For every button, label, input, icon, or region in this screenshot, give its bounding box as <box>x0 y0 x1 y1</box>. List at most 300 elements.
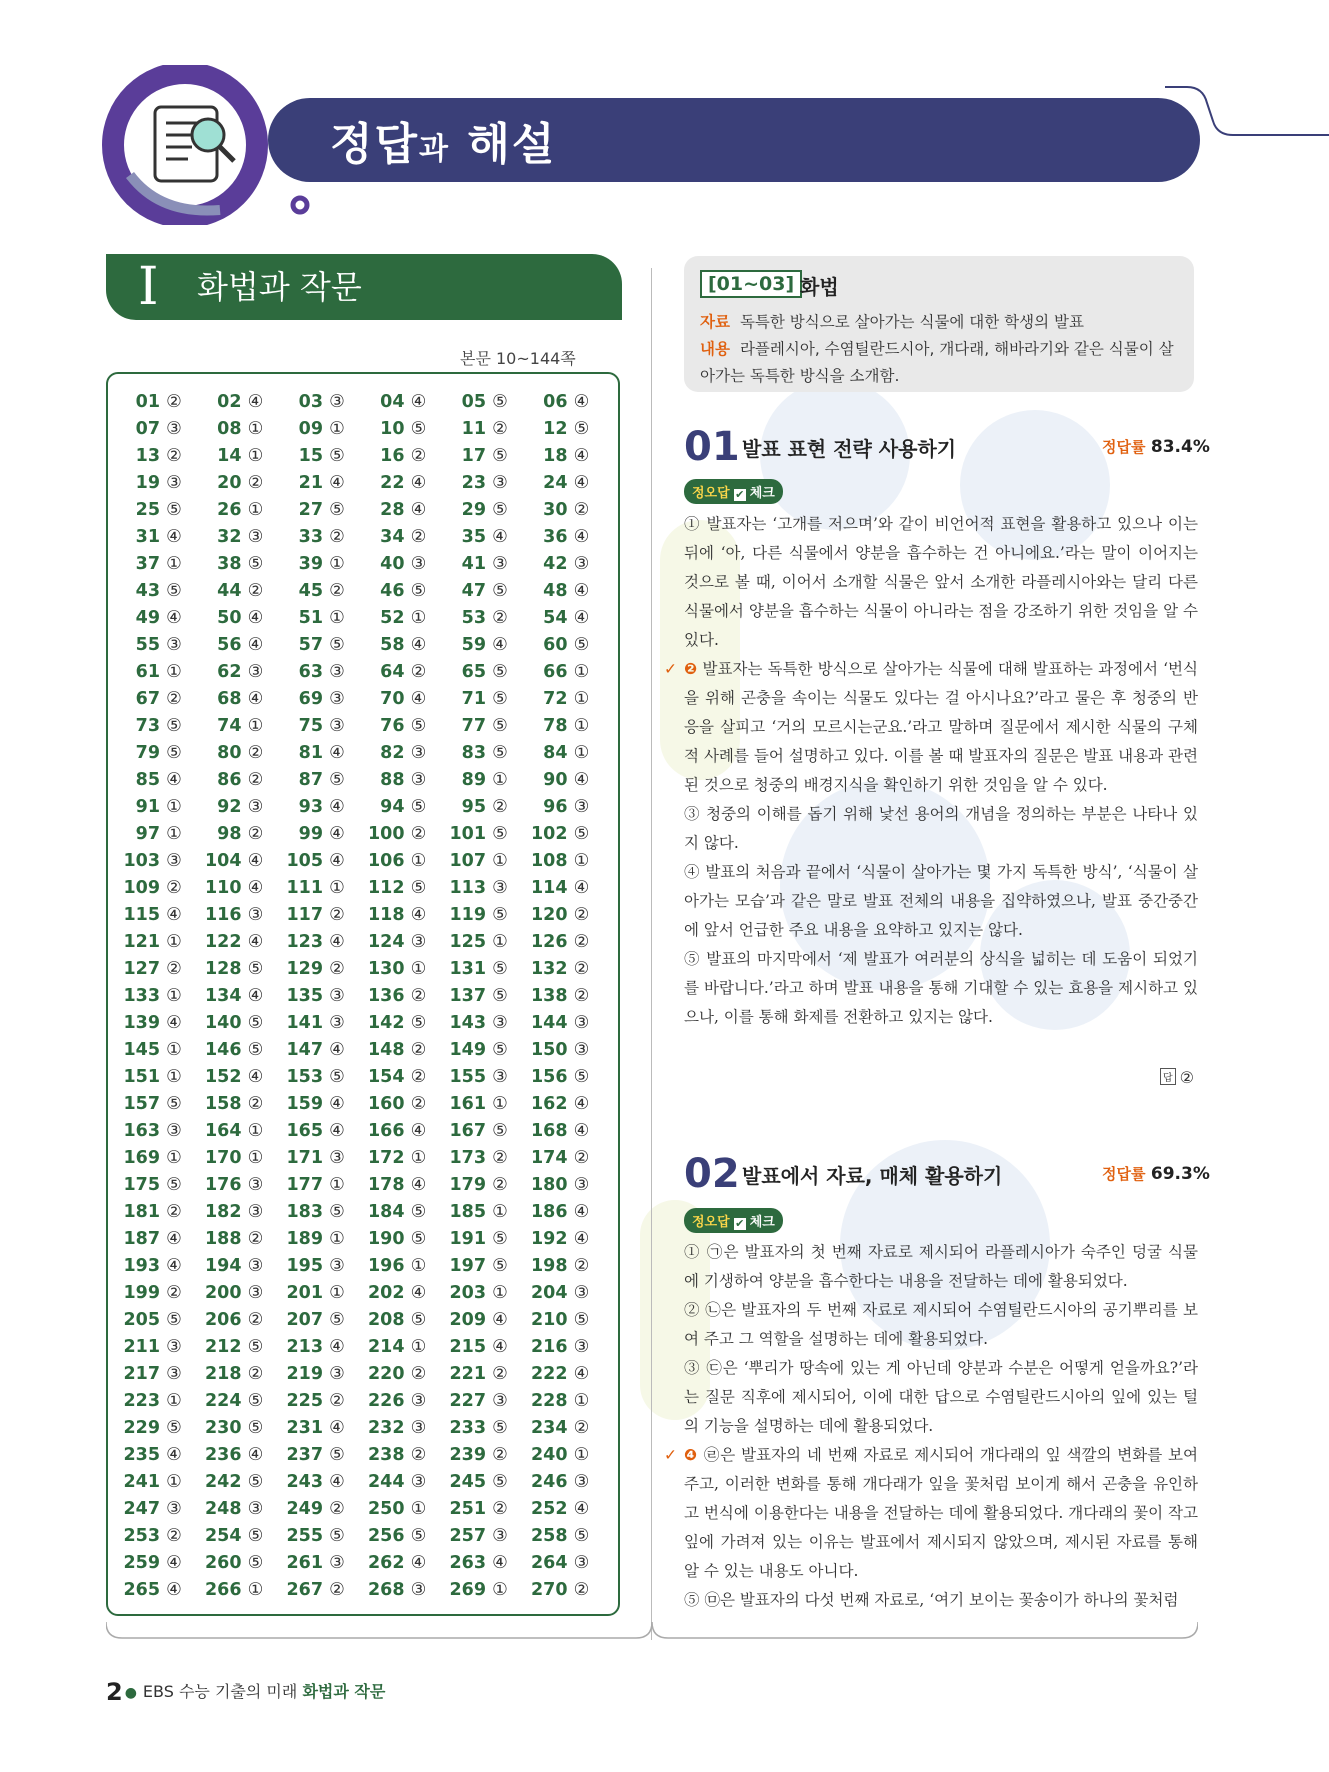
answer-cell <box>120 1418 202 1445</box>
answer-cell <box>528 1175 610 1202</box>
answer-choice: ⑤ <box>247 1040 264 1060</box>
explanation-text: 발표자는 독특한 방식으로 살아가는 식물에 대해 발표하는 과정에서 ‘번식을 위해 곤충을 속이는 식물도 있다는 걸 아시나요?’라고 물은 후 청중의 반응을 살피고 ‘거의 모르시는군요.’라고 말하며 질문에서 제시한 식물의 구체적 사례를 들어 설명하고 있다. 이를 볼 때 발표자의 질문은 발표 내용과 관련된 것으로 청중의 배경지식을 확인하기 위한 것임을 알 수 있다. <box>684 660 1198 794</box>
question-number: 164 <box>204 1121 242 1141</box>
answer-choice: ④ <box>329 1472 345 1492</box>
answer-choice: ④ <box>247 932 264 952</box>
question-number: 226 <box>367 1391 405 1411</box>
answer-cell <box>365 1229 447 1256</box>
question-number: 39 <box>298 554 323 574</box>
answer-cell <box>283 743 365 770</box>
answer-choice: ③ <box>573 797 590 817</box>
answer-check-badge: 정오답 ✔ 체크 <box>684 479 783 504</box>
answer-choice: ⑤ <box>410 878 427 898</box>
answer-cell <box>446 581 528 608</box>
answer-cell <box>365 662 447 689</box>
question-number: 50 <box>217 608 242 628</box>
question-number: 65 <box>461 662 486 682</box>
answer-choice: ④ <box>329 743 345 763</box>
answer-cell <box>120 1283 202 1310</box>
question-number: 147 <box>286 1040 323 1060</box>
answer-choice: ② <box>573 1256 590 1276</box>
answer-cell <box>446 1526 528 1553</box>
answer-choice: ③ <box>247 797 264 817</box>
publisher: EBS 수능 기출의 미래 <box>142 1682 298 1701</box>
question-number: 268 <box>367 1580 405 1600</box>
answer-choice: ③ <box>573 1283 590 1303</box>
question-number: 172 <box>367 1148 405 1168</box>
answer-cell <box>202 581 284 608</box>
answer-cell <box>528 1553 610 1580</box>
choice-number: ② <box>684 1301 700 1319</box>
question-number: 135 <box>286 986 323 1006</box>
answer-choice: ② <box>492 1175 508 1195</box>
answer-choice: ① <box>573 1391 590 1411</box>
answer-choice: ⑤ <box>329 500 345 520</box>
answer-cell <box>283 1094 365 1121</box>
answer-cell <box>202 446 284 473</box>
answer-cell <box>283 419 365 446</box>
question-number: 05 <box>461 392 486 412</box>
answer-check-badge: 정오답 ✔ 체크 <box>684 1208 783 1233</box>
answer-cell <box>202 689 284 716</box>
question-number: 158 <box>204 1094 242 1114</box>
bottom-rule <box>652 1622 1198 1642</box>
answer-cell <box>120 1094 202 1121</box>
answer-choice: ⑤ <box>329 1526 345 1546</box>
answer-cell <box>528 1499 610 1526</box>
answer-cell <box>283 1310 365 1337</box>
answer-cell <box>365 554 447 581</box>
answer-choice: ④ <box>329 1040 345 1060</box>
question-number: 82 <box>380 743 405 763</box>
question-number: 199 <box>123 1283 160 1303</box>
answer-cell <box>528 1364 610 1391</box>
question-number: 68 <box>217 689 242 709</box>
question-number: 111 <box>286 878 323 898</box>
answer-cell <box>202 1229 284 1256</box>
answer-cell <box>283 770 365 797</box>
question-number: 37 <box>135 554 160 574</box>
answer-choice: ③ <box>329 689 345 709</box>
question-number: 54 <box>543 608 568 628</box>
question-number: 88 <box>380 770 405 790</box>
answer-choice: ① <box>492 1283 508 1303</box>
answer-choice: ③ <box>410 770 427 790</box>
question-number: 78 <box>543 716 568 736</box>
answer-choice: ⑤ <box>492 1418 508 1438</box>
answer-choice: ④ <box>573 1202 590 1222</box>
answer-cell <box>283 1283 365 1310</box>
question-number: 187 <box>123 1229 160 1249</box>
answer-choice: ⑤ <box>410 1202 427 1222</box>
answer-choice: ③ <box>573 1040 590 1060</box>
answer-icon: 답 <box>1160 1068 1176 1085</box>
question-number: 227 <box>449 1391 486 1411</box>
question-number: 110 <box>204 878 242 898</box>
answer-choice: ⑤ <box>329 1067 345 1087</box>
correct-rate: 정답률 83.4% <box>1102 437 1210 457</box>
answer-choice: ③ <box>410 1580 427 1600</box>
answer-choice: ④ <box>492 527 508 547</box>
answer-cell <box>202 851 284 878</box>
answer-choice: ④ <box>410 473 427 493</box>
answer-choice: ③ <box>492 554 508 574</box>
answer-choice: ④ <box>492 1553 508 1573</box>
question-number: 234 <box>530 1418 568 1438</box>
answer-choice: ② <box>492 419 508 439</box>
question-number: 56 <box>217 635 242 655</box>
answer-choice: ③ <box>410 1472 427 1492</box>
answer-choice: ④ <box>573 473 590 493</box>
answer-cell <box>283 1526 365 1553</box>
question-number: 47 <box>461 581 486 601</box>
check-mark-icon: ✓ <box>664 1446 677 1464</box>
question-number: 45 <box>298 581 323 601</box>
question-number: 260 <box>204 1553 242 1573</box>
answer-cell <box>528 1202 610 1229</box>
answer-cell <box>365 1013 447 1040</box>
answer-cell <box>528 878 610 905</box>
answer-cell <box>365 473 447 500</box>
answer-cell <box>528 797 610 824</box>
answer-cell <box>120 1175 202 1202</box>
question-title: 발표에서 자료, 매체 활용하기 <box>742 1164 1003 1188</box>
answer-cell <box>446 1445 528 1472</box>
answer-choice: ② <box>573 932 590 952</box>
explanation-item <box>664 1441 1198 1586</box>
answer-cell <box>202 770 284 797</box>
answer-cell <box>365 527 447 554</box>
answer-cell <box>120 1553 202 1580</box>
answer-choice: ④ <box>166 1580 182 1600</box>
choice-number: ⑤ <box>684 950 701 968</box>
answer-cell <box>446 1580 528 1607</box>
answer-choice: ① <box>166 662 182 682</box>
answer-cell <box>120 1202 202 1229</box>
question-number: 247 <box>123 1499 160 1519</box>
answer-cell <box>202 1526 284 1553</box>
answer-choice: ① <box>410 1148 427 1168</box>
question-number: 151 <box>123 1067 160 1087</box>
question-number: 221 <box>449 1364 486 1384</box>
answer-cell <box>528 1067 610 1094</box>
question-number: 142 <box>367 1013 405 1033</box>
answer-choice: ③ <box>247 1499 264 1519</box>
question-number: 256 <box>367 1526 405 1546</box>
answer-choice: ⑤ <box>410 1013 427 1033</box>
explanation-text: ㉢은 ‘뿌리가 땅속에 있는 게 아닌데 양분과 수분은 어떻게 얻을까요?’라는 질문 직후에 제시되어, 이에 대한 답으로 수염틸란드시아의 잎에 있는 털의 기능을 설명하는 데에 활용되었다. <box>684 1359 1198 1435</box>
question-number: 16 <box>380 446 405 466</box>
answer-cell <box>446 878 528 905</box>
answer-choice: ① <box>166 824 182 844</box>
question-number: 58 <box>380 635 405 655</box>
answer-cell <box>202 1580 284 1607</box>
question-number: 96 <box>543 797 568 817</box>
answer-choice: ③ <box>329 716 345 736</box>
choice-number: ③ <box>684 1359 701 1377</box>
answer-cell <box>283 500 365 527</box>
question-number: 217 <box>123 1364 160 1384</box>
question-number: 95 <box>461 797 486 817</box>
question-number: 117 <box>286 905 323 925</box>
answer-cell <box>528 419 610 446</box>
answer-cell <box>446 1337 528 1364</box>
answer-choice: ② <box>573 1148 590 1168</box>
question-number: 241 <box>123 1472 160 1492</box>
answer-choice: ⑤ <box>573 1067 590 1087</box>
answer-cell <box>202 1445 284 1472</box>
question-number: 143 <box>449 1013 486 1033</box>
info-title: 화법 <box>800 275 839 299</box>
answer-cell <box>202 554 284 581</box>
question-number: 128 <box>204 959 242 979</box>
answer-choice: ④ <box>573 770 590 790</box>
question-number: 195 <box>286 1256 323 1276</box>
answer-choice: ④ <box>166 770 182 790</box>
answer-choice: ① <box>492 1094 508 1114</box>
question-number: 230 <box>204 1418 242 1438</box>
answer-cell <box>202 1148 284 1175</box>
answer-cell <box>202 1553 284 1580</box>
question-number: 233 <box>449 1418 486 1438</box>
question-number: 109 <box>123 878 160 898</box>
answer-choice: ⑤ <box>410 797 427 817</box>
answer-choice: ④ <box>410 689 427 709</box>
question-number: 41 <box>461 554 486 574</box>
answer-cell <box>120 1121 202 1148</box>
answer-cell <box>446 419 528 446</box>
answer-choice: ⑤ <box>329 446 345 466</box>
answer-cell <box>528 500 610 527</box>
question-number: 269 <box>449 1580 486 1600</box>
answer-choice: ⑤ <box>410 1229 427 1249</box>
footer-subject: 화법과 작문 <box>302 1682 386 1701</box>
answer-choice: ⑤ <box>492 905 508 925</box>
answer-cell <box>446 1148 528 1175</box>
answer-cell <box>283 662 365 689</box>
answer-cell <box>365 446 447 473</box>
answer-choice: ② <box>166 878 182 898</box>
answer-cell <box>120 716 202 743</box>
answer-cell <box>283 1418 365 1445</box>
answer-cell <box>283 1175 365 1202</box>
answer-choice: ④ <box>247 392 264 412</box>
answer-choice: ④ <box>329 851 345 871</box>
question-number: 115 <box>123 905 160 925</box>
answer-choice: ④ <box>410 500 427 520</box>
answer-cell <box>283 608 365 635</box>
answer-cell <box>365 1553 447 1580</box>
answer-cell <box>446 1175 528 1202</box>
answer-choice: ⑤ <box>166 716 182 736</box>
answer-choice: ④ <box>573 608 590 628</box>
question-number: 102 <box>530 824 568 844</box>
final-answer: 답 ② <box>1160 1068 1194 1087</box>
answer-cell <box>365 1148 447 1175</box>
question-number: 170 <box>204 1148 242 1168</box>
answer-choice: ④ <box>573 1121 590 1141</box>
answer-cell <box>283 824 365 851</box>
question-number: 51 <box>298 608 323 628</box>
answer-cell <box>283 689 365 716</box>
answer-choice: ② <box>247 770 264 790</box>
answer-cell <box>283 1391 365 1418</box>
answer-choice: ④ <box>247 635 264 655</box>
question-number: 261 <box>286 1553 323 1573</box>
answer-choice: ③ <box>329 1148 345 1168</box>
answer-cell <box>528 1526 610 1553</box>
answer-cell <box>528 1337 610 1364</box>
answer-cell <box>202 824 284 851</box>
answer-cell <box>120 608 202 635</box>
answer-cell <box>120 1256 202 1283</box>
answer-choice: ⑤ <box>247 1553 264 1573</box>
question-number: 131 <box>449 959 486 979</box>
answer-cell <box>446 1283 528 1310</box>
answer-choice: ③ <box>410 554 427 574</box>
answer-cell <box>446 1310 528 1337</box>
question-number: 248 <box>204 1499 242 1519</box>
answer-choice: ② <box>247 581 264 601</box>
question-number: 140 <box>204 1013 242 1033</box>
question-number: 244 <box>367 1472 405 1492</box>
answer-cell <box>283 581 365 608</box>
answer-cell <box>365 1094 447 1121</box>
question-number: 152 <box>204 1067 242 1087</box>
explanation-item <box>664 655 1198 800</box>
answer-cell <box>528 1148 610 1175</box>
answer-cell <box>202 743 284 770</box>
answer-cell <box>446 743 528 770</box>
answer-cell <box>120 1580 202 1607</box>
answer-choice: ① <box>166 1067 182 1087</box>
question-number: 264 <box>530 1553 568 1573</box>
answer-choice: ① <box>573 689 590 709</box>
explanation-item <box>684 945 1198 1032</box>
question-number: 197 <box>449 1256 486 1276</box>
question-number: 49 <box>135 608 160 628</box>
question-number: 85 <box>135 770 160 790</box>
question-number: 61 <box>135 662 160 682</box>
answer-choice: ④ <box>410 905 427 925</box>
answer-cell <box>120 446 202 473</box>
question-number: 75 <box>298 716 323 736</box>
answer-choice: ① <box>410 959 427 979</box>
answer-choice: ① <box>573 716 590 736</box>
answer-choice: ④ <box>247 608 264 628</box>
question-number: 13 <box>135 446 160 466</box>
question-number: 204 <box>530 1283 568 1303</box>
answer-cell <box>528 959 610 986</box>
answer-cell <box>446 770 528 797</box>
question-number: 139 <box>123 1013 160 1033</box>
question-number: 01 <box>684 424 740 470</box>
answer-choice: ② <box>329 581 345 601</box>
answer-cell <box>202 878 284 905</box>
question-number: 91 <box>135 797 160 817</box>
question-number: 202 <box>367 1283 405 1303</box>
question-number: 71 <box>461 689 486 709</box>
answer-cell <box>202 1256 284 1283</box>
question-number: 08 <box>217 419 242 439</box>
question-number: 94 <box>380 797 405 817</box>
question-number: 267 <box>286 1580 323 1600</box>
answer-choice: ③ <box>166 1337 182 1357</box>
answer-cell <box>365 1391 447 1418</box>
question-number: 235 <box>123 1445 160 1465</box>
question-number: 108 <box>530 851 568 871</box>
question-number: 100 <box>367 824 405 844</box>
answer-choice: ④ <box>247 1067 264 1087</box>
answer-choice: ④ <box>410 1553 427 1573</box>
answer-cell <box>283 986 365 1013</box>
answer-cell <box>283 527 365 554</box>
question-number: 246 <box>530 1472 568 1492</box>
explanation-text: ㉡은 발표자의 두 번째 자료로 제시되어 수염틸란드시아의 공기뿌리를 보여 주고 그 역할을 설명하는 데에 활용되었다. <box>684 1301 1198 1348</box>
answer-choice: ③ <box>573 1337 590 1357</box>
answer-cell <box>528 1040 610 1067</box>
answer-cell <box>120 743 202 770</box>
question-number: 90 <box>543 770 568 790</box>
answer-choice: ⑤ <box>492 1472 508 1492</box>
answer-cell <box>365 1040 447 1067</box>
answer-choice: ③ <box>166 419 182 439</box>
question-number: 02 <box>217 392 242 412</box>
question-number: 188 <box>204 1229 242 1249</box>
answer-cell <box>202 1013 284 1040</box>
answer-choice: ① <box>492 932 508 952</box>
question-number: 243 <box>286 1472 323 1492</box>
answer-choice: ② <box>573 986 590 1006</box>
answer-cell <box>120 689 202 716</box>
answer-choice: ② <box>492 608 508 628</box>
question-number: 69 <box>298 689 323 709</box>
answer-cell <box>365 1310 447 1337</box>
choice-number: ③ <box>684 805 701 823</box>
answer-choice: ③ <box>166 1499 182 1519</box>
answer-cell <box>446 662 528 689</box>
answer-cell <box>365 1472 447 1499</box>
question-number: 21 <box>298 473 323 493</box>
answer-choice: ① <box>492 1580 508 1600</box>
answer-cell <box>365 716 447 743</box>
question-number: 169 <box>123 1148 160 1168</box>
question-number: 83 <box>461 743 486 763</box>
answer-choice: ② <box>410 1067 427 1087</box>
question-number: 137 <box>449 986 486 1006</box>
answer-choice: ⑤ <box>247 554 264 574</box>
answer-cell <box>528 1013 610 1040</box>
answer-choice: ④ <box>329 1094 345 1114</box>
question-number: 179 <box>449 1175 486 1195</box>
answer-cell <box>283 878 365 905</box>
question-number: 205 <box>123 1310 160 1330</box>
answer-cell <box>528 932 610 959</box>
checkbox-icon: ✔ <box>735 488 745 501</box>
question-number: 224 <box>204 1391 242 1411</box>
choice-number: ① <box>684 515 701 533</box>
answer-cell <box>283 905 365 932</box>
answer-choice: ② <box>329 905 345 925</box>
answer-cell <box>365 743 447 770</box>
answer-choice: ⑤ <box>247 1526 264 1546</box>
answer-cell <box>120 1148 202 1175</box>
answer-cell <box>528 851 610 878</box>
answer-choice: ① <box>166 797 182 817</box>
explanation-item <box>684 510 1198 655</box>
answer-choice: ③ <box>166 473 182 493</box>
question-number: 186 <box>530 1202 568 1222</box>
